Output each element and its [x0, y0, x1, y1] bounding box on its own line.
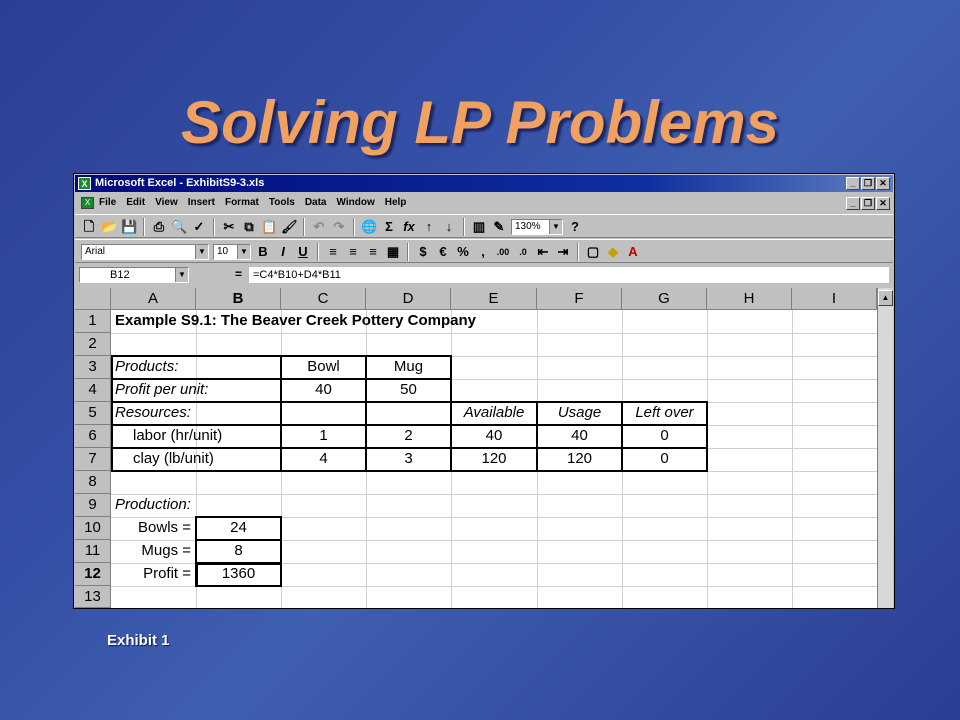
row-header-4[interactable]: 4 — [75, 379, 111, 402]
redo-icon[interactable]: ↷ — [333, 219, 345, 234]
increase-indent-icon[interactable]: ⇥ — [557, 244, 569, 259]
row-header-11[interactable]: 11 — [75, 540, 111, 563]
menu-insert[interactable]: Insert — [187, 197, 215, 208]
autosum-icon[interactable]: Σ — [385, 219, 393, 234]
formatting-toolbar — [75, 239, 893, 263]
name-box[interactable]: B12 ▼ — [79, 267, 189, 283]
row-header-5[interactable]: 5 — [75, 402, 111, 425]
menu-data[interactable]: Data — [304, 197, 327, 208]
row-header-7[interactable]: 7 — [75, 448, 111, 471]
row-header-6[interactable]: 6 — [75, 425, 111, 448]
select-all-corner[interactable] — [75, 288, 111, 310]
cell-f7[interactable]: 120 — [566, 450, 593, 467]
vertical-scrollbar[interactable] — [877, 288, 893, 608]
spelling-icon[interactable]: ✓ — [193, 219, 205, 234]
window-title: Microsoft Excel - ExhibitS9-3.xls — [95, 177, 265, 189]
decrease-indent-icon[interactable]: ⇤ — [537, 244, 549, 259]
cell-a7[interactable]: clay (lb/unit) — [133, 450, 214, 467]
row-header-9[interactable]: 9 — [75, 494, 111, 517]
chevron-down-icon: ▼ — [175, 268, 188, 282]
chevron-down-icon: ▼ — [195, 245, 208, 259]
column-header-d[interactable]: D — [366, 288, 451, 310]
exhibit-caption: Exhibit 1 — [107, 632, 170, 649]
menu-bar — [75, 194, 893, 212]
menu-tools[interactable]: Tools — [268, 197, 295, 208]
save-icon[interactable]: 💾 — [121, 219, 138, 234]
currency-icon[interactable]: $ — [419, 244, 427, 259]
cell-a6[interactable]: labor (hr/unit) — [133, 427, 223, 444]
cell-a9[interactable]: Production: — [115, 496, 191, 513]
cell-g7[interactable]: 0 — [660, 450, 669, 467]
comma-style-icon[interactable]: , — [481, 244, 485, 259]
increase-decimal-icon[interactable]: .00 — [496, 247, 510, 257]
decrease-decimal-icon[interactable]: .0 — [519, 247, 527, 257]
align-center-icon[interactable]: ≡ — [349, 244, 357, 259]
column-header-i[interactable]: I — [792, 288, 877, 310]
cell-b11[interactable]: 8 — [234, 542, 243, 559]
cell-e7[interactable]: 120 — [481, 450, 507, 467]
slide-title: Solving LP Problems — [181, 89, 779, 156]
cell-e6[interactable]: 40 — [485, 427, 503, 444]
excel-window — [73, 173, 895, 609]
formula-equals-label[interactable]: = — [235, 267, 243, 281]
underline-icon[interactable]: U — [298, 244, 308, 259]
column-header-h[interactable]: H — [707, 288, 792, 310]
cell-a11[interactable]: Mugs = — [141, 542, 191, 559]
cell-d3[interactable]: Mug — [393, 358, 424, 375]
row-header-3[interactable]: 3 — [75, 356, 111, 379]
cell-g5[interactable]: Left over — [635, 404, 694, 421]
cell-a12[interactable]: Profit = — [143, 565, 191, 582]
sort-ascending-icon[interactable]: ↑ — [425, 219, 433, 234]
menu-edit[interactable]: Edit — [126, 197, 146, 208]
cell-a5[interactable]: Resources: — [115, 404, 191, 421]
workbook-minimize-button[interactable]: _ — [846, 197, 860, 210]
excel-app-icon: X — [78, 177, 91, 190]
print-icon[interactable]: ⎙ — [153, 219, 165, 234]
cell-f6[interactable]: 40 — [571, 427, 588, 444]
drawing-icon[interactable]: ✎ — [493, 219, 505, 234]
cell-b10[interactable]: 24 — [230, 519, 247, 536]
cell-b12[interactable]: 1360 — [221, 565, 256, 582]
merge-center-icon[interactable]: ▦ — [386, 244, 400, 259]
restore-button[interactable]: ❐ — [861, 177, 875, 190]
open-folder-icon[interactable]: 📂 — [101, 219, 118, 234]
paste-icon[interactable]: 📋 — [261, 219, 278, 234]
font-color-icon[interactable]: A — [628, 244, 638, 259]
formula-input[interactable]: =C4*B10+D4*B11 — [249, 267, 889, 283]
menu-view[interactable]: View — [155, 197, 178, 208]
menu-file[interactable]: File — [99, 197, 117, 208]
copy-icon[interactable]: ⧉ — [244, 219, 254, 234]
workbook-controls — [846, 197, 890, 210]
cell-e5[interactable]: Available — [463, 404, 525, 421]
font-select[interactable]: Arial ▼ — [81, 244, 209, 260]
cell-c7[interactable]: 4 — [319, 450, 328, 467]
format-painter-icon[interactable]: 🖌 — [281, 219, 298, 234]
chevron-down-icon: ▼ — [237, 245, 250, 259]
print-preview-icon[interactable]: 🔍 — [171, 219, 188, 234]
standard-toolbar — [75, 214, 893, 238]
title-bar — [75, 175, 893, 192]
sort-descending-icon[interactable]: ↓ — [445, 219, 453, 234]
row-header-2[interactable]: 2 — [75, 333, 111, 356]
cell-c6[interactable]: 1 — [319, 427, 328, 444]
cell-c3[interactable]: Bowl — [307, 358, 340, 375]
column-header-b[interactable]: B — [196, 288, 281, 310]
font-size-select[interactable]: 10 ▼ — [213, 244, 251, 260]
formula-bar — [75, 265, 893, 285]
column-header-g[interactable]: G — [622, 288, 707, 310]
workbook-icon[interactable]: X — [81, 197, 94, 209]
zoom-select[interactable]: 130% ▼ — [511, 219, 563, 235]
cell-c4[interactable]: 40 — [315, 381, 332, 398]
align-left-icon[interactable]: ≡ — [329, 244, 337, 259]
euro-icon[interactable]: € — [439, 244, 447, 259]
cut-icon[interactable]: ✂ — [223, 219, 235, 234]
cell-d7[interactable]: 3 — [404, 450, 413, 467]
hyperlink-icon[interactable]: 🌐 — [361, 219, 378, 234]
new-file-icon[interactable]: 🗋 — [83, 219, 95, 234]
menu-help[interactable]: Help — [384, 197, 407, 208]
worksheet-grid[interactable] — [75, 288, 893, 608]
row-header-12[interactable]: 12 — [75, 563, 111, 586]
row-header-13[interactable]: 13 — [75, 586, 111, 608]
cell-f5[interactable]: Usage — [557, 404, 602, 421]
column-header-f[interactable]: F — [537, 288, 622, 310]
workbook-close-button[interactable]: ✕ — [876, 197, 890, 210]
cell-a1[interactable]: Example S9.1: The Beaver Creek Pottery Company — [115, 312, 476, 329]
undo-icon[interactable]: ↶ — [313, 219, 325, 234]
cell-a10[interactable]: Bowls = — [138, 519, 191, 536]
column-header-e[interactable]: E — [451, 288, 537, 310]
column-header-a[interactable]: A — [111, 288, 196, 310]
cell-g6[interactable]: 0 — [660, 427, 669, 444]
close-button[interactable]: ✕ — [876, 177, 890, 190]
cell-d6[interactable]: 2 — [404, 427, 413, 444]
row-header-10[interactable]: 10 — [75, 517, 111, 540]
bold-icon[interactable]: B — [258, 244, 268, 259]
row-header-8[interactable]: 8 — [75, 471, 111, 494]
scroll-up-icon[interactable]: ▲ — [878, 290, 893, 306]
cell-d4[interactable]: 50 — [400, 381, 417, 398]
help-icon[interactable]: ? — [571, 219, 579, 234]
borders-icon[interactable]: ▢ — [586, 244, 600, 259]
align-right-icon[interactable]: ≡ — [369, 244, 377, 259]
workbook-restore-button[interactable]: ❐ — [861, 197, 875, 210]
italic-icon[interactable]: I — [281, 244, 285, 259]
fill-color-icon[interactable]: ◆ — [608, 244, 618, 259]
row-header-1[interactable]: 1 — [75, 310, 111, 333]
percent-icon[interactable]: % — [457, 244, 469, 259]
window-controls — [846, 177, 890, 190]
function-icon[interactable]: fx — [403, 219, 415, 234]
chart-wizard-icon[interactable]: ▥ — [472, 219, 486, 234]
menu-window[interactable]: Window — [336, 197, 375, 208]
minimize-button[interactable]: _ — [846, 177, 860, 190]
cell-a3[interactable]: Products: — [115, 358, 179, 375]
column-header-c[interactable]: C — [281, 288, 366, 310]
menu-format[interactable]: Format — [224, 197, 259, 208]
chevron-down-icon: ▼ — [549, 220, 562, 234]
cell-a4[interactable]: Profit per unit: — [115, 381, 209, 398]
